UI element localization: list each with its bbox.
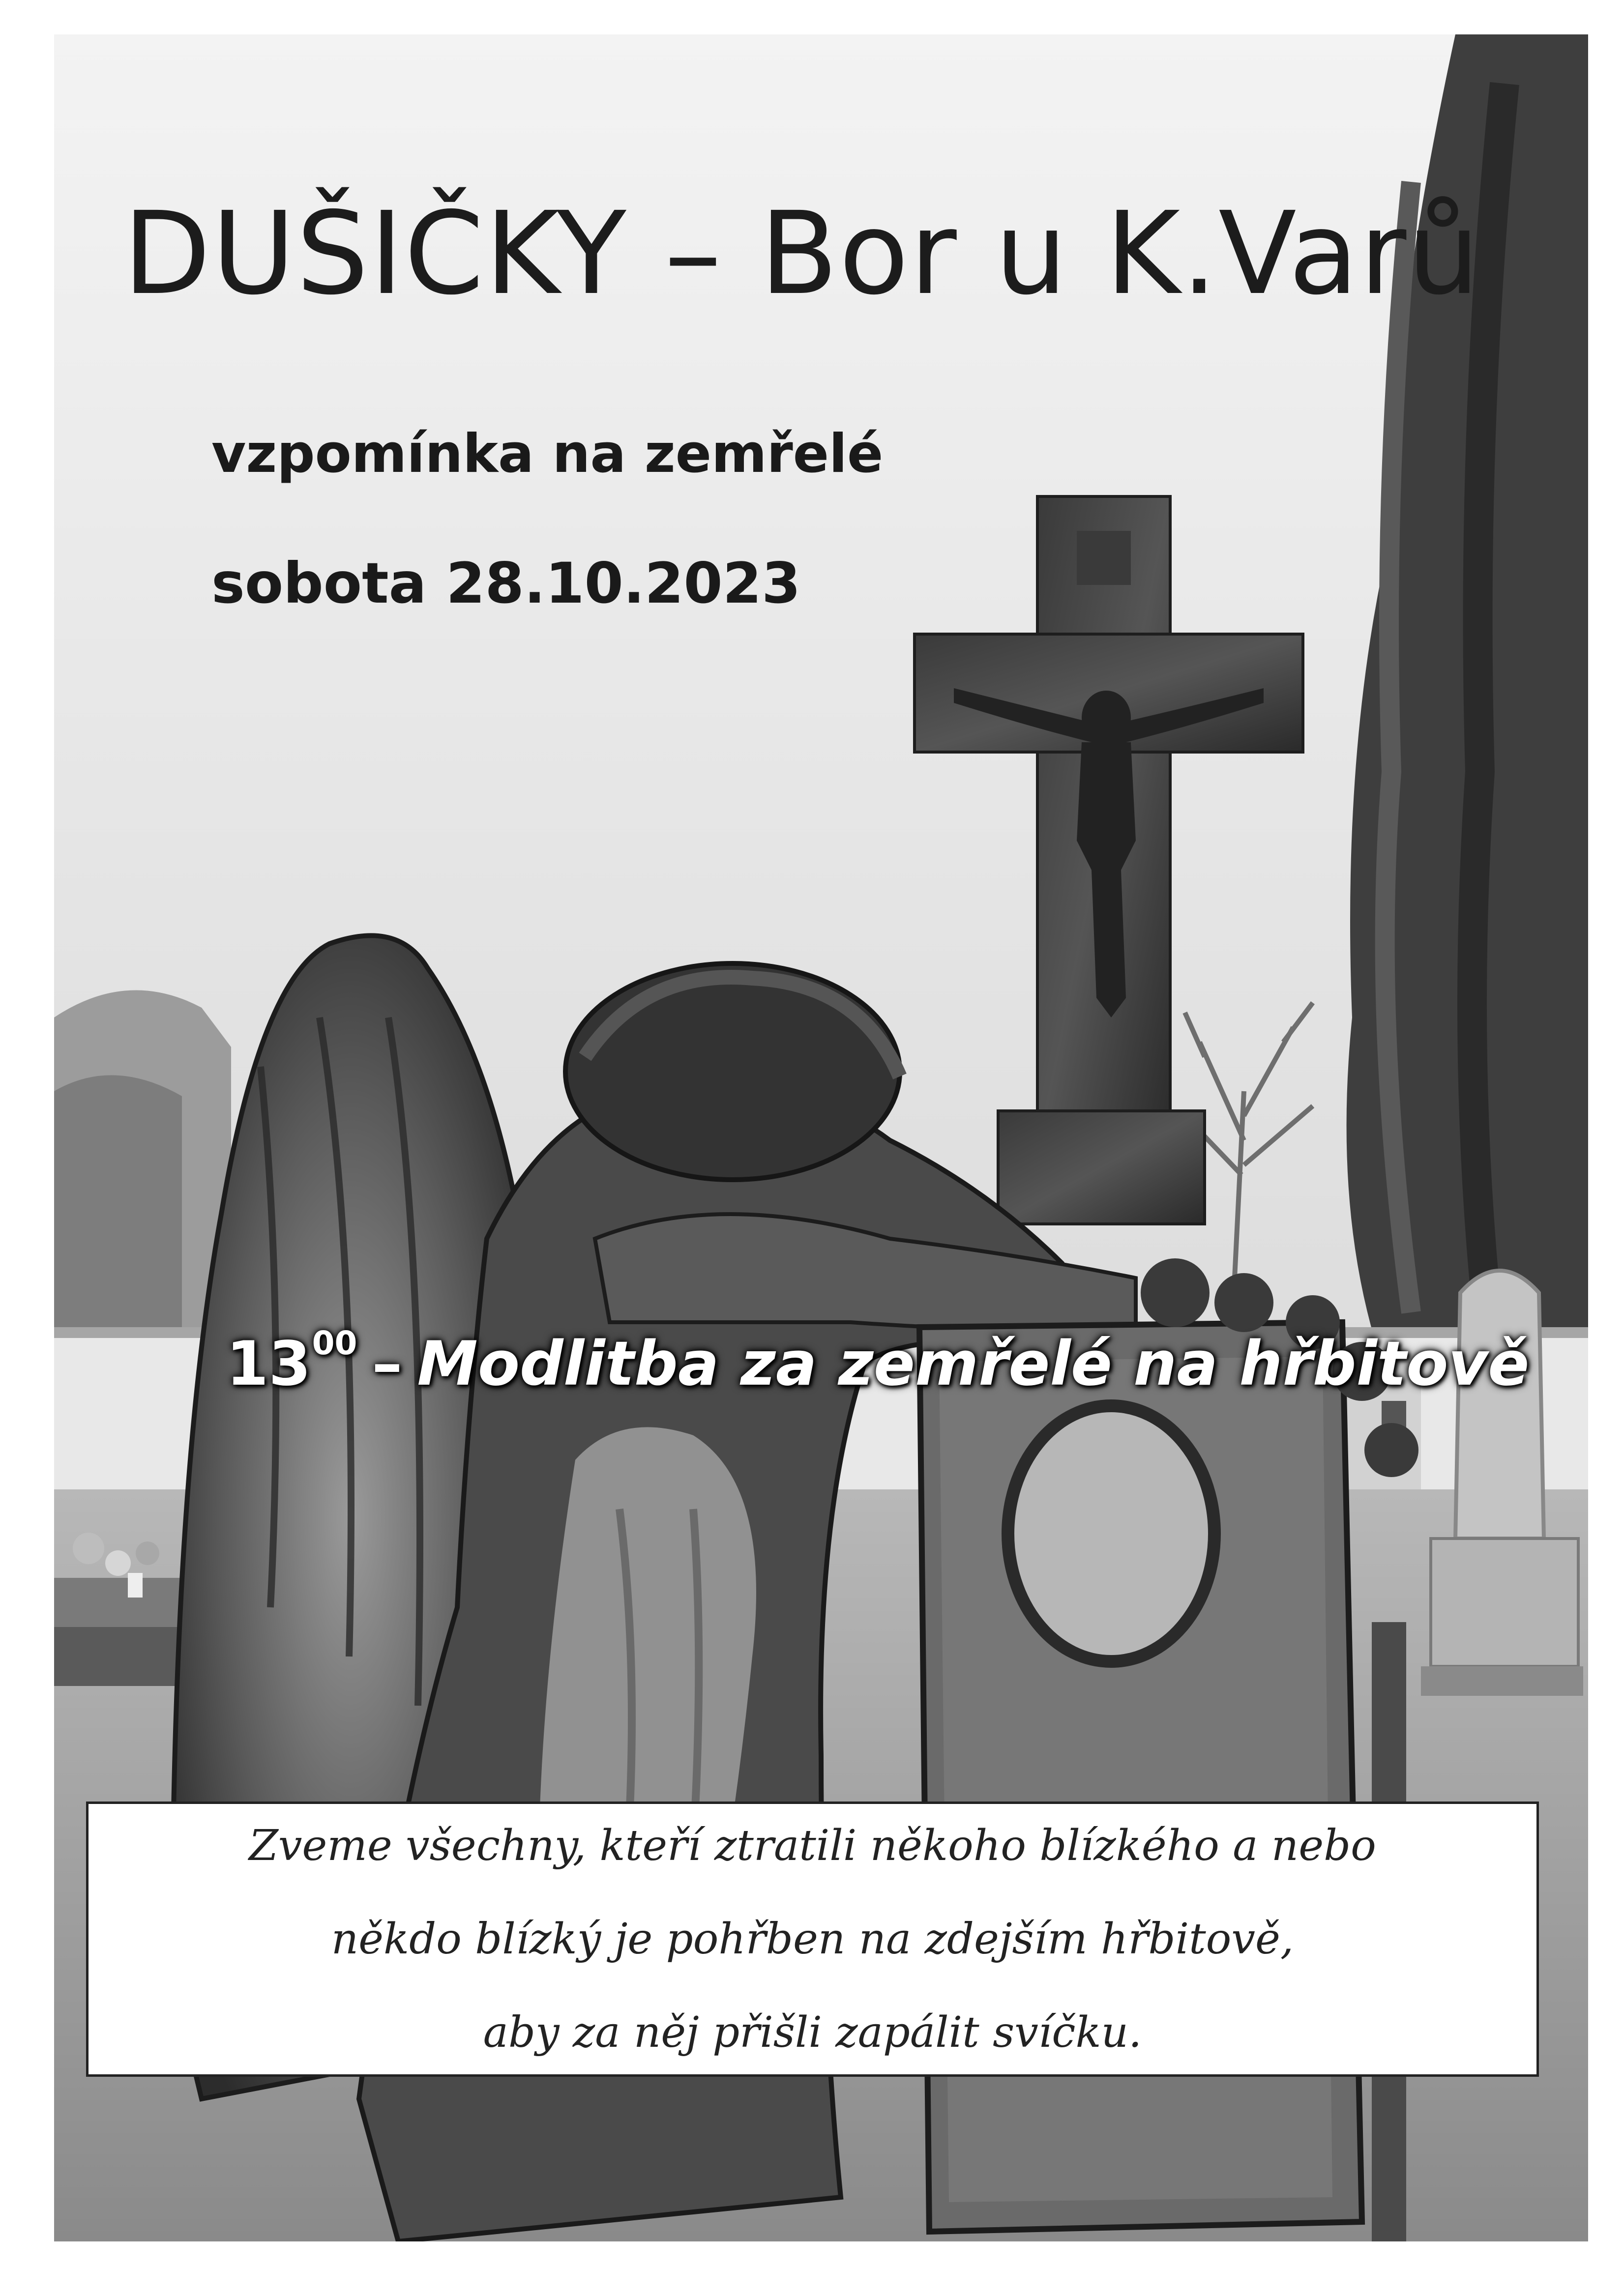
invitation-line: někdo blízký je pohřben na zdejším hřbitově,	[331, 1915, 1294, 1964]
program-minutes: 00	[312, 1324, 357, 1362]
invitation-box	[86, 1802, 1539, 2077]
event-date: sobota 28.10.2023	[211, 551, 801, 616]
program-text: Modlitba za zemřelé na hřbitově	[417, 1329, 1530, 1399]
invitation-line: aby za něj přišli zapálit svíčku.	[483, 2008, 1142, 2057]
invitation-line: Zveme všechny, kteří ztratili někoho blízkého a nebo	[249, 1821, 1376, 1870]
program-line	[226, 1324, 1530, 1399]
subtitle: vzpomínka na zemřelé	[211, 423, 884, 485]
program-dash: –	[372, 1329, 403, 1399]
page-title: DUŠIČKY – Bor u K.Varů	[123, 187, 1481, 320]
program-hour: 13	[226, 1329, 311, 1399]
